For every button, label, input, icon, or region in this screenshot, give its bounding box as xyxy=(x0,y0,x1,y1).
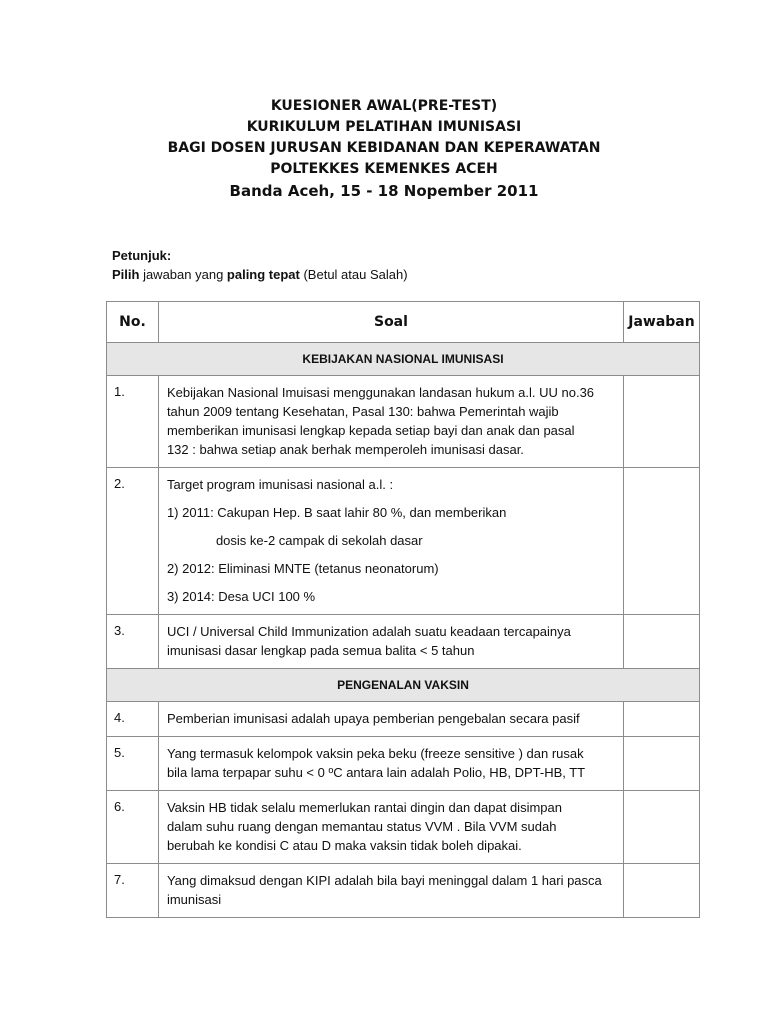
question-line: imunisasi dasar lengkap pada semua balita < 5 tahun xyxy=(166,643,475,658)
table-row xyxy=(107,791,700,864)
question-line: 1) 2011: Cakupan Hep. B saat lahir 80 %, dan memberikan xyxy=(166,505,507,520)
question-line: bila lama terpapar suhu < 0 ºC antara lain adalah Polio, HB, DPT-HB, TT xyxy=(166,765,586,780)
question-line: Kebijakan Nasional Imuisasi menggunakan landasan hukum a.l. UU no.36 xyxy=(166,385,595,400)
column-header-soal: Soal xyxy=(158,302,623,343)
question-line: Yang termasuk kelompok vaksin peka beku (freeze sensitive ) dan rusak xyxy=(166,746,584,761)
section-row xyxy=(107,343,700,376)
question-line: dosis ke-2 campak di sekolah dasar xyxy=(215,533,423,548)
table-header-row xyxy=(107,302,700,343)
table-row xyxy=(107,737,700,791)
question-line: Target program imunisasi nasional a.l. : xyxy=(166,477,394,492)
instructions-text-1: jawaban yang xyxy=(139,267,227,282)
answer-cell[interactable] xyxy=(624,702,700,737)
answer-cell[interactable] xyxy=(624,468,700,615)
instructions-text-2: (Betul atau Salah) xyxy=(299,267,408,282)
section-title-pengenalan-vaksin: PENGENALAN VAKSIN xyxy=(107,669,700,702)
question-line: Pemberian imunisasi adalah upaya pemberian pengebalan secara pasif xyxy=(166,711,580,726)
question-text xyxy=(158,468,623,615)
question-text xyxy=(158,702,623,737)
title-line-3: BAGI DOSEN JURUSAN KEBIDANAN DAN KEPERAWATAN xyxy=(167,140,601,156)
question-line: imunisasi xyxy=(166,892,222,907)
table-row xyxy=(107,376,700,468)
title-line-4: POLTEKKES KEMENKES ACEH xyxy=(270,161,498,177)
table-row xyxy=(107,615,700,669)
question-line: Yang dimaksud dengan KIPI adalah bila bayi meninggal dalam 1 hari pasca xyxy=(166,873,602,888)
answer-cell[interactable] xyxy=(624,737,700,791)
question-number: 2. xyxy=(107,468,159,615)
section-row xyxy=(107,669,700,702)
question-number: 3. xyxy=(107,615,159,669)
table-row xyxy=(107,864,700,918)
section-title-kebijakan: KEBIJAKAN NASIONAL IMUNISASI xyxy=(107,343,700,376)
instructions-text xyxy=(112,265,408,284)
question-text xyxy=(158,737,623,791)
instructions xyxy=(112,246,408,284)
question-line: 132 : bahwa setiap anak berhak memperoleh imunisasi dasar. xyxy=(166,442,524,457)
question-line: Vaksin HB tidak selalu memerlukan rantai dingin dan dapat disimpan xyxy=(166,800,562,815)
question-line: dalam suhu ruang dengan memantau status VVM . Bila VVM sudah xyxy=(166,819,557,834)
answer-cell[interactable] xyxy=(624,615,700,669)
title-line-2: KURIKULUM PELATIHAN IMUNISASI xyxy=(246,119,522,135)
question-line: berubah ke kondisi C atau D maka vaksin tidak boleh dipakai. xyxy=(166,838,522,853)
instructions-word-paling-tepat: paling tepat xyxy=(226,267,300,282)
document-title xyxy=(0,96,768,203)
question-line: memberikan imunisasi lengkap kepada setiap bayi dan anak dan pasal xyxy=(166,423,575,438)
answer-cell[interactable] xyxy=(624,376,700,468)
question-number: 6. xyxy=(107,791,159,864)
question-text xyxy=(158,864,623,918)
title-line-1: KUESIONER AWAL(PRE-TEST) xyxy=(270,98,498,114)
question-number: 7. xyxy=(107,864,159,918)
question-line: tahun 2009 tentang Kesehatan, Pasal 130: bahwa Pemerintah wajib xyxy=(166,404,559,419)
instructions-word-pilih: Pilih xyxy=(112,267,140,282)
question-text xyxy=(158,615,623,669)
question-line: UCI / Universal Child Immunization adalah suatu keadaan tercapainya xyxy=(166,624,571,639)
answer-cell[interactable] xyxy=(624,791,700,864)
table-row xyxy=(107,702,700,737)
question-text xyxy=(158,376,623,468)
answer-cell[interactable] xyxy=(624,864,700,918)
question-number: 4. xyxy=(107,702,159,737)
question-line: 3) 2014: Desa UCI 100 % xyxy=(166,589,316,604)
question-table xyxy=(106,301,700,918)
table-row xyxy=(107,468,700,615)
question-number: 5. xyxy=(107,737,159,791)
question-line: 2) 2012: Eliminasi MNTE (tetanus neonatorum) xyxy=(166,561,439,576)
column-header-jawaban: Jawaban xyxy=(624,302,700,343)
question-number: 1. xyxy=(107,376,159,468)
instructions-heading: Petunjuk: xyxy=(112,248,172,263)
column-header-no: No. xyxy=(107,302,159,343)
question-text xyxy=(158,791,623,864)
title-date-line: Banda Aceh, 15 - 18 Nopember 2011 xyxy=(229,182,539,200)
